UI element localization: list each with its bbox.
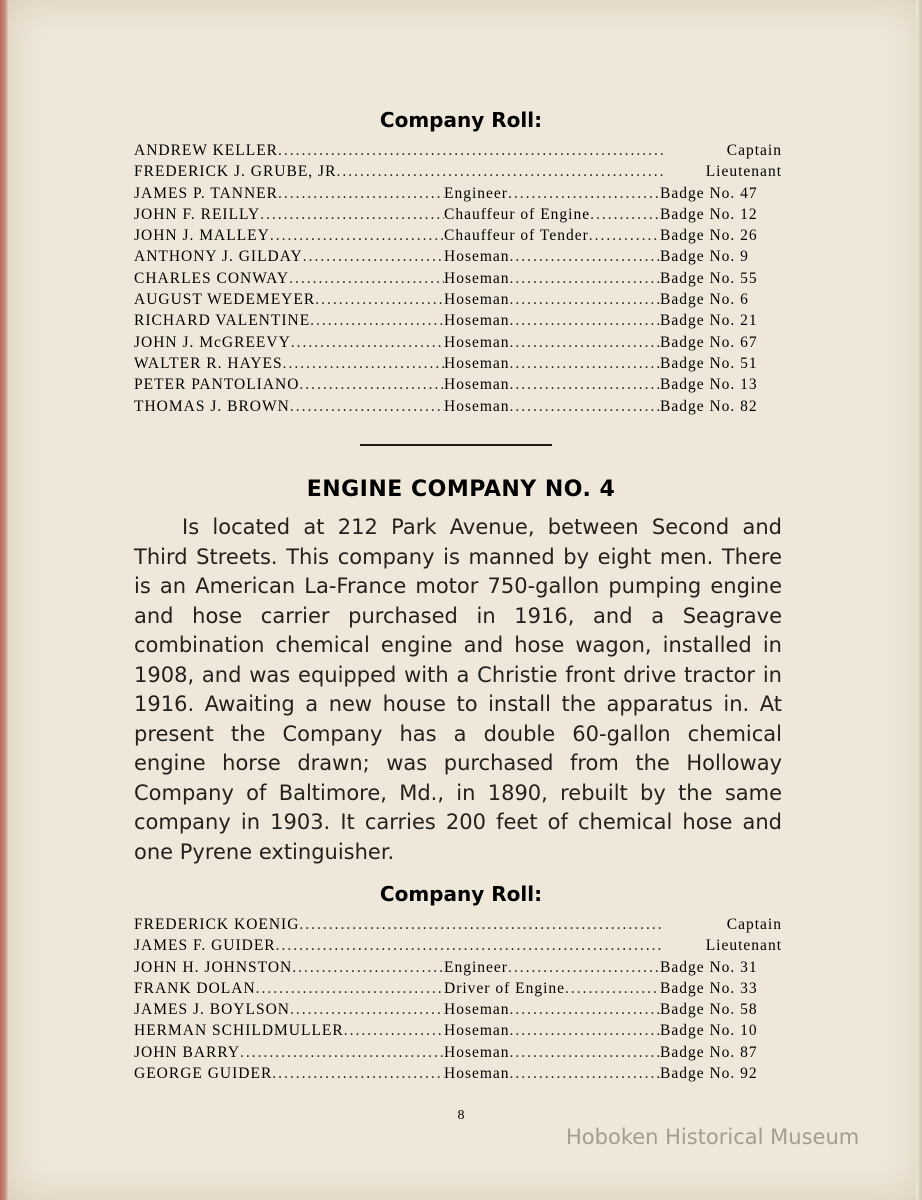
member-badge: Badge No. 47 — [660, 184, 758, 202]
dot-leader — [344, 1020, 444, 1041]
name-segment — [134, 225, 444, 246]
name-segment — [134, 310, 444, 331]
member-badge: Badge No. 92 — [660, 1065, 758, 1083]
member-role: Hoseman — [444, 248, 510, 266]
name-segment — [134, 246, 444, 267]
museum-watermark: Hoboken Historical Museum — [566, 1125, 860, 1149]
dot-leader — [510, 332, 660, 353]
dot-leader — [590, 204, 660, 225]
roster-row — [134, 332, 782, 353]
page-edge — [916, 0, 922, 1200]
dot-leader — [299, 914, 664, 935]
member-role: Hoseman — [444, 1065, 510, 1083]
member-rank: Captain — [726, 916, 782, 933]
member-name: JOHN J. MALLEY — [134, 227, 270, 245]
dot-leader — [283, 353, 444, 374]
roster-row — [134, 374, 782, 395]
role-segment — [444, 999, 660, 1020]
name-segment — [134, 183, 444, 204]
name-segment — [134, 957, 444, 978]
member-badge: Badge No. 6 — [660, 291, 749, 309]
dot-leader — [291, 332, 444, 353]
dot-leader — [315, 289, 444, 310]
roster-row — [134, 396, 782, 417]
member-name: JAMES J. BOYLSON — [134, 1001, 290, 1019]
dot-leader — [510, 310, 660, 331]
roster-row — [134, 183, 782, 204]
dot-leader — [290, 396, 444, 417]
member-name: JOHN BARRY — [134, 1043, 241, 1061]
role-segment — [444, 1042, 660, 1063]
member-badge: Badge No. 82 — [660, 397, 758, 415]
roster-row — [134, 999, 782, 1020]
role-segment — [444, 225, 660, 246]
role-segment — [444, 353, 660, 374]
dot-leader — [510, 1042, 660, 1063]
name-segment — [134, 1063, 444, 1084]
member-name: WALTER R. HAYES — [134, 354, 283, 372]
member-badge: Badge No. 33 — [660, 979, 758, 997]
dot-leader — [289, 268, 444, 289]
engine-company-description — [134, 513, 782, 867]
dot-leader — [276, 935, 664, 956]
name-segment — [134, 978, 444, 999]
role-segment — [444, 957, 660, 978]
member-role: Hoseman — [444, 376, 510, 394]
dot-leader — [510, 246, 660, 267]
dot-leader — [240, 1042, 444, 1063]
member-badge: Badge No. 58 — [660, 1001, 758, 1019]
dot-leader — [510, 999, 660, 1020]
member-role: Hoseman — [444, 1022, 510, 1040]
member-name: RICHARD VALENTINE — [134, 312, 311, 330]
dot-leader — [270, 225, 444, 246]
engine-company-heading: ENGINE COMPANY NO. 4 — [306, 477, 616, 502]
member-role: Hoseman — [444, 397, 510, 415]
member-role: Hoseman — [444, 354, 510, 372]
dot-leader — [278, 183, 444, 204]
member-badge: Badge No. 51 — [660, 354, 758, 372]
roster-row — [134, 204, 782, 225]
member-role: Engineer — [444, 958, 508, 976]
description-paragraph: Is located at 212 Park Avenue, between Second and Third Streets. This company is manned by eight men. There is an American La-France motor 750-gallon pumping engine and hose carrier purchased in 1916, and a Seagrave combination chemical engine and hose wagon, installed in 1908, and was equipped with a Christie front drive tractor in 1916. Awaiting a new house to install the apparatus in. At present the Company has a double 60-gallon chemical engine horse drawn; was purchased from the Holloway Company of Baltimore, Md., in 1890, rebuilt by the same company in 1903. It carries 200 feet of chemical hose and one Pyrene extinguisher. — [134, 515, 782, 864]
member-role: Chauffeur of Tender — [444, 227, 589, 245]
member-badge: Badge No. 13 — [660, 376, 758, 394]
dot-leader — [272, 1063, 444, 1084]
dot-leader — [565, 978, 660, 999]
section-divider — [360, 444, 552, 446]
member-name: ANDREW KELLER — [134, 142, 279, 159]
member-badge: Badge No. 67 — [660, 333, 758, 351]
name-segment — [134, 204, 444, 225]
member-badge: Badge No. 10 — [660, 1022, 758, 1040]
name-segment — [134, 353, 444, 374]
roster-row — [134, 310, 782, 331]
member-role: Hoseman — [444, 291, 510, 309]
member-badge: Badge No. 87 — [660, 1043, 758, 1061]
member-name: FRANK DOLAN — [134, 979, 256, 997]
member-name: HERMAN SCHILDMULLER — [134, 1022, 344, 1040]
cover-edge — [0, 0, 8, 1200]
role-segment — [444, 246, 660, 267]
member-name: GEORGE GUIDER — [134, 1065, 273, 1083]
member-role: Hoseman — [444, 333, 510, 351]
roster-row — [134, 957, 782, 978]
role-segment — [444, 374, 660, 395]
roster-row — [134, 140, 782, 161]
role-segment — [444, 183, 660, 204]
roster-row — [134, 914, 782, 935]
company-roll-heading-2: Company Roll: — [379, 882, 543, 906]
dot-leader — [510, 353, 660, 374]
name-segment — [134, 268, 444, 289]
member-name: CHARLES CONWAY — [134, 269, 290, 287]
dot-leader — [256, 978, 444, 999]
member-name: JOHN J. McGREEVY — [134, 333, 291, 351]
roster-row — [134, 353, 782, 374]
role-segment — [444, 204, 660, 225]
member-name: FREDERICK KOENIG — [134, 916, 300, 933]
member-name: FREDERICK J. GRUBE, JR — [134, 163, 337, 181]
role-segment — [444, 289, 660, 310]
dot-leader — [292, 957, 444, 978]
page-number: 8 — [457, 1108, 465, 1123]
name-segment — [134, 396, 444, 417]
name-segment — [134, 374, 444, 395]
member-role: Driver of Engine — [444, 979, 566, 997]
dot-leader — [510, 268, 660, 289]
dot-leader — [260, 204, 444, 225]
role-segment — [444, 978, 660, 999]
company-roll-heading-1: Company Roll: — [379, 108, 543, 132]
roster-row — [134, 268, 782, 289]
dot-leader — [510, 396, 660, 417]
dot-leader — [510, 289, 660, 310]
roster-row — [134, 935, 782, 956]
member-badge: Badge No. 26 — [660, 227, 758, 245]
member-name: AUGUST WEDEMEYER — [134, 291, 316, 309]
roster-row — [134, 1063, 782, 1084]
member-rank: Lieutenant — [705, 163, 782, 181]
member-badge: Badge No. 21 — [660, 312, 758, 330]
dot-leader — [589, 225, 660, 246]
member-role: Hoseman — [444, 269, 510, 287]
roster-row — [134, 246, 782, 267]
dot-leader — [299, 374, 444, 395]
dot-leader — [310, 310, 444, 331]
member-rank: Lieutenant — [705, 937, 782, 955]
member-rank: Captain — [726, 142, 782, 159]
member-name: PETER PANTOLIANO — [134, 376, 300, 394]
dot-leader — [303, 246, 444, 267]
member-role: Hoseman — [444, 1001, 510, 1019]
company-roll-1 — [134, 140, 782, 417]
dot-leader — [510, 374, 660, 395]
member-name: JAMES P. TANNER — [134, 184, 278, 202]
member-role: Engineer — [444, 184, 508, 202]
dot-leader — [336, 161, 664, 182]
roster-row — [134, 1042, 782, 1063]
roster-row — [134, 289, 782, 310]
dot-leader — [510, 1063, 660, 1084]
member-role: Hoseman — [444, 1043, 510, 1061]
member-role: Hoseman — [444, 312, 510, 330]
roster-row — [134, 225, 782, 246]
member-badge: Badge No. 12 — [660, 205, 758, 223]
member-name: THOMAS J. BROWN — [134, 397, 290, 415]
role-segment — [444, 396, 660, 417]
name-segment — [134, 1042, 444, 1063]
member-name: JOHN F. REILLY — [134, 205, 261, 223]
roster-row — [134, 1020, 782, 1041]
dot-leader — [290, 999, 444, 1020]
member-name: JOHN H. JOHNSTON — [134, 958, 293, 976]
roster-row — [134, 978, 782, 999]
role-segment — [444, 1020, 660, 1041]
role-segment — [444, 332, 660, 353]
member-name: JAMES F. GUIDER — [134, 937, 276, 955]
dot-leader — [508, 957, 660, 978]
member-badge: Badge No. 31 — [660, 958, 758, 976]
role-segment — [444, 310, 660, 331]
dot-leader — [510, 1020, 660, 1041]
member-name: ANTHONY J. GILDAY — [134, 248, 303, 266]
name-segment — [134, 999, 444, 1020]
member-badge: Badge No. 55 — [660, 269, 758, 287]
member-role: Chauffeur of Engine — [444, 205, 591, 223]
name-segment — [134, 332, 444, 353]
dot-leader — [508, 183, 660, 204]
member-badge: Badge No. 9 — [660, 248, 749, 266]
role-segment — [444, 1063, 660, 1084]
role-segment — [444, 268, 660, 289]
company-roll-2 — [134, 914, 782, 1084]
name-segment — [134, 289, 444, 310]
roster-row — [134, 161, 782, 182]
dot-leader — [278, 140, 664, 161]
name-segment — [134, 1020, 444, 1041]
